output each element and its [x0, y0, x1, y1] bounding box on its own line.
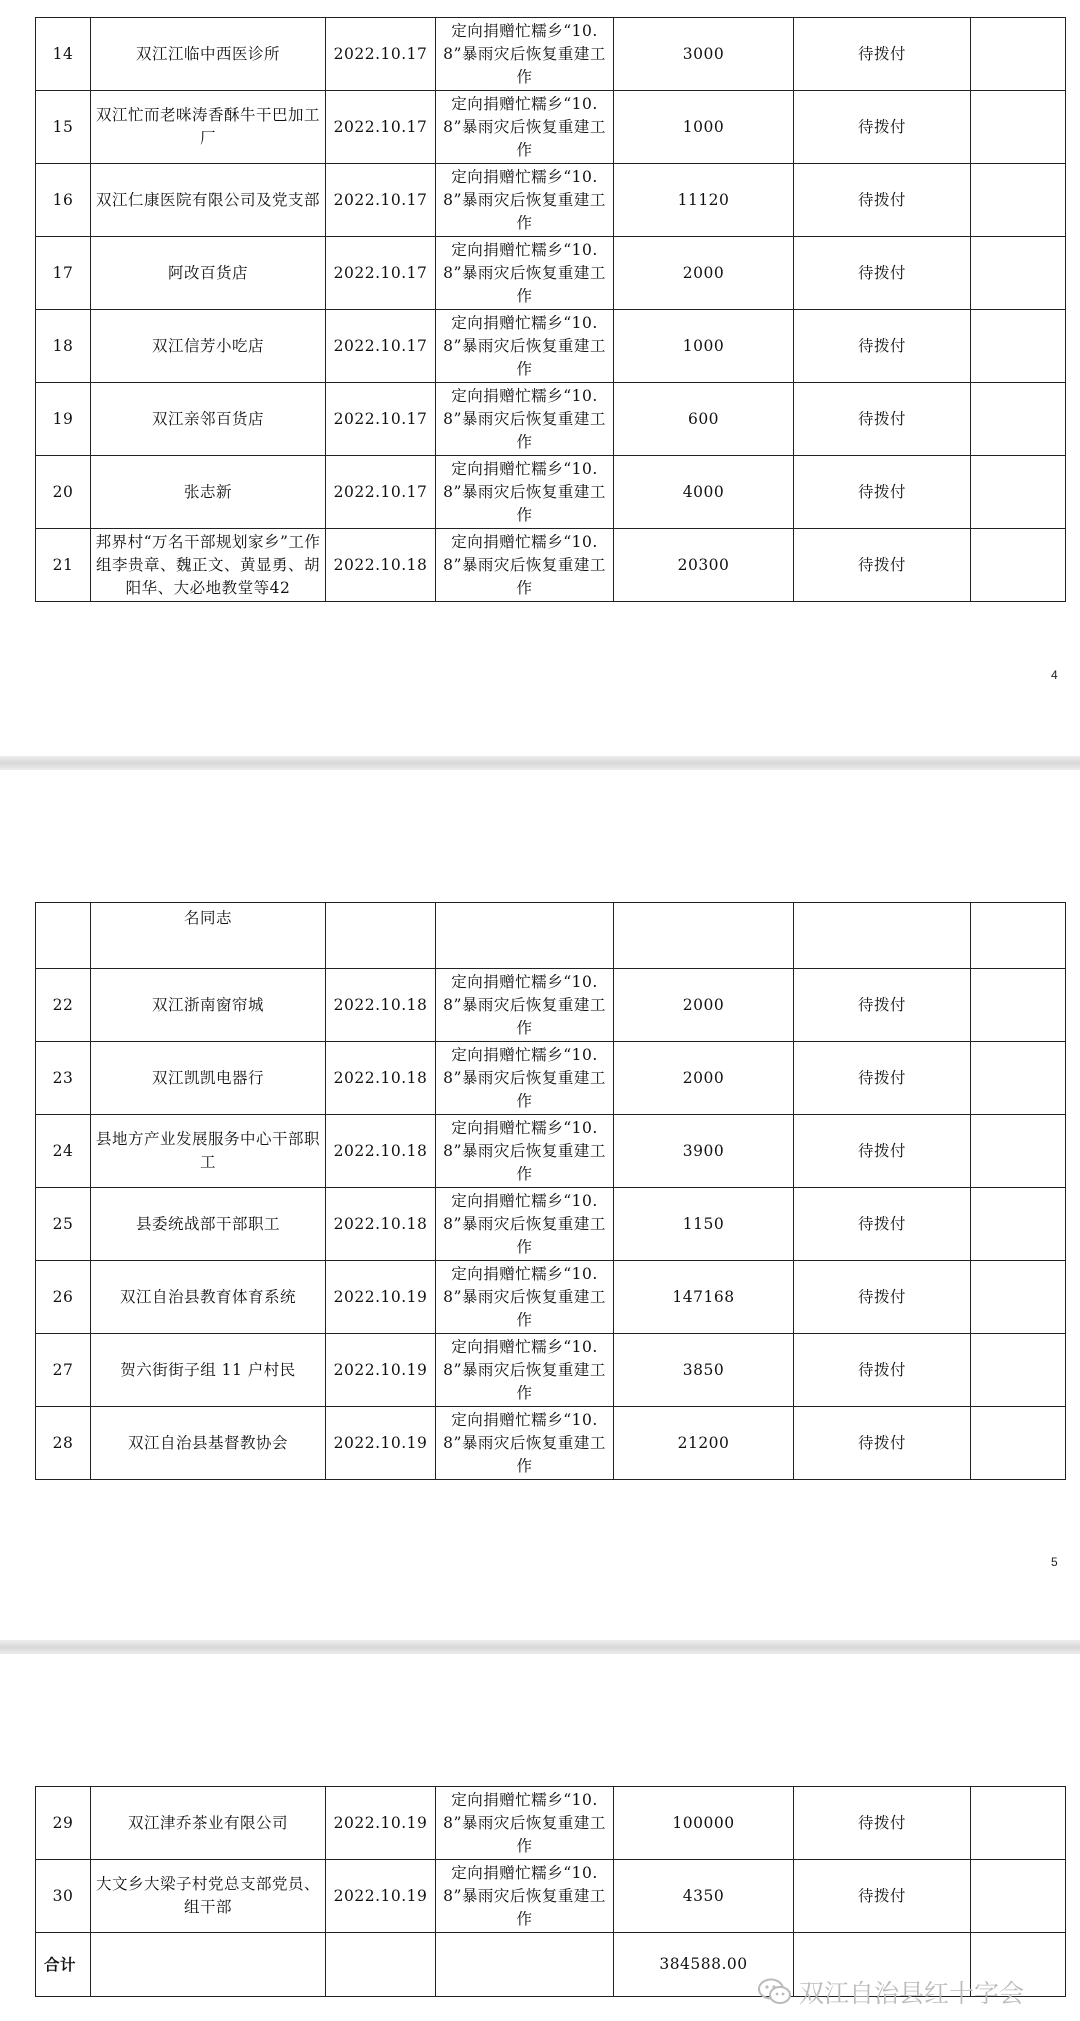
- table-row: [36, 18, 1066, 91]
- table-row: [36, 1115, 1066, 1188]
- cell-note: [971, 529, 1066, 602]
- cell-no: 19: [36, 383, 91, 456]
- cell-date: 2022.10.17: [326, 237, 436, 310]
- donation-table-page-5: [35, 902, 1066, 1480]
- cell-amount: [614, 903, 794, 969]
- cell-amount: 21200: [614, 1407, 794, 1480]
- cell-donor: 双江江临中西医诊所: [91, 18, 326, 91]
- cell-status: 待拨付: [794, 310, 971, 383]
- cell-status: [794, 903, 971, 969]
- cell-purpose: 定向捐赠忙糯乡“10.8”暴雨灾后恢复重建工作: [436, 91, 614, 164]
- cell-date: 2022.10.17: [326, 310, 436, 383]
- cell-purpose: 定向捐赠忙糯乡“10.8”暴雨灾后恢复重建工作: [436, 18, 614, 91]
- cell-amount: 3900: [614, 1115, 794, 1188]
- cell-no: 22: [36, 969, 91, 1042]
- table-row: [36, 1860, 1066, 1933]
- cell-no: 15: [36, 91, 91, 164]
- cell-purpose: 定向捐赠忙糯乡“10.8”暴雨灾后恢复重建工作: [436, 1261, 614, 1334]
- table-row: [36, 383, 1066, 456]
- wechat-icon: [757, 1977, 793, 2007]
- cell-status: 待拨付: [794, 383, 971, 456]
- table-row: [36, 310, 1066, 383]
- document-page-6: [0, 1654, 1080, 2021]
- cell-date: 2022.10.18: [326, 969, 436, 1042]
- cell-no: 27: [36, 1334, 91, 1407]
- cell-date: 2022.10.17: [326, 456, 436, 529]
- cell-no: 29: [36, 1787, 91, 1860]
- cell-note: [971, 164, 1066, 237]
- cell-donor: 阿改百货店: [91, 237, 326, 310]
- cell-no: 28: [36, 1407, 91, 1480]
- cell-donor: 双江自治县教育体育系统: [91, 1261, 326, 1334]
- cell-note: [971, 456, 1066, 529]
- cell-date: 2022.10.17: [326, 18, 436, 91]
- cell-amount: 1000: [614, 310, 794, 383]
- document-page-4: [0, 0, 1080, 756]
- cell-note: [971, 383, 1066, 456]
- cell-note: [971, 18, 1066, 91]
- cell-donor: 双江凯凯电器行: [91, 1042, 326, 1115]
- cell-status: 待拨付: [794, 1407, 971, 1480]
- cell-date: 2022.10.18: [326, 1042, 436, 1115]
- table-row: [36, 1261, 1066, 1334]
- cell-note: [971, 1787, 1066, 1860]
- watermark-text: 双江自治县红十字会: [799, 1979, 1025, 2008]
- cell-note: [971, 1188, 1066, 1261]
- cell-note: [971, 237, 1066, 310]
- cell-amount: 2000: [614, 237, 794, 310]
- cell-note: [971, 310, 1066, 383]
- donation-table-page-6: [35, 1786, 1066, 1997]
- table-row: [36, 1787, 1066, 1860]
- cell-date: [326, 903, 436, 969]
- cell-purpose: 定向捐赠忙糯乡“10.8”暴雨灾后恢复重建工作: [436, 456, 614, 529]
- table-row: [36, 164, 1066, 237]
- cell-no: 20: [36, 456, 91, 529]
- cell-date: 2022.10.18: [326, 1188, 436, 1261]
- cell-no: 14: [36, 18, 91, 91]
- cell-amount: 1000: [614, 91, 794, 164]
- table-row: [36, 237, 1066, 310]
- cell-purpose: 定向捐赠忙糯乡“10.8”暴雨灾后恢复重建工作: [436, 1860, 614, 1933]
- cell-status: 待拨付: [794, 529, 971, 602]
- cell-note: [971, 1115, 1066, 1188]
- cell-no: 18: [36, 310, 91, 383]
- table-row: [36, 529, 1066, 602]
- cell-status: 待拨付: [794, 1261, 971, 1334]
- cell-amount: 11120: [614, 164, 794, 237]
- cell-amount: 3850: [614, 1334, 794, 1407]
- cell-donor: 大文乡大梁子村党总支部党员、组干部: [91, 1860, 326, 1933]
- cell-donor: 邦界村“万名干部规划家乡”工作组李贵章、魏正文、黄显勇、胡阳华、大必地教堂等42: [91, 529, 326, 602]
- cell-no: 26: [36, 1261, 91, 1334]
- cell-date: 2022.10.19: [326, 1261, 436, 1334]
- cell-no: 17: [36, 237, 91, 310]
- cell-donor: 双江自治县基督教协会: [91, 1407, 326, 1480]
- table-row-continued: [36, 903, 1066, 969]
- cell-status: 待拨付: [794, 1787, 971, 1860]
- cell-date: [326, 1933, 436, 1997]
- cell-note: [971, 91, 1066, 164]
- cell-purpose: 定向捐赠忙糯乡“10.8”暴雨灾后恢复重建工作: [436, 1407, 614, 1480]
- watermark: [757, 1974, 1024, 2010]
- cell-no: 25: [36, 1188, 91, 1261]
- cell-amount: 1150: [614, 1188, 794, 1261]
- cell-amount: 100000: [614, 1787, 794, 1860]
- cell-date: 2022.10.17: [326, 91, 436, 164]
- cell-status: 待拨付: [794, 1334, 971, 1407]
- cell-purpose: 定向捐赠忙糯乡“10.8”暴雨灾后恢复重建工作: [436, 237, 614, 310]
- cell-no: 24: [36, 1115, 91, 1188]
- cell-status: 待拨付: [794, 1860, 971, 1933]
- cell-purpose: 定向捐赠忙糯乡“10.8”暴雨灾后恢复重建工作: [436, 1188, 614, 1261]
- cell-amount: 4350: [614, 1860, 794, 1933]
- cell-purpose: 定向捐赠忙糯乡“10.8”暴雨灾后恢复重建工作: [436, 1787, 614, 1860]
- cell-purpose: 定向捐赠忙糯乡“10.8”暴雨灾后恢复重建工作: [436, 1334, 614, 1407]
- cell-donor: 张志新: [91, 456, 326, 529]
- table-row: [36, 1188, 1066, 1261]
- cell-date: 2022.10.18: [326, 1115, 436, 1188]
- page-separator: [0, 756, 1080, 770]
- cell-note: [971, 1334, 1066, 1407]
- table-row: [36, 456, 1066, 529]
- cell-amount: 4000: [614, 456, 794, 529]
- table-row: [36, 91, 1066, 164]
- cell-no: 23: [36, 1042, 91, 1115]
- cell-date: 2022.10.19: [326, 1334, 436, 1407]
- cell-amount: 3000: [614, 18, 794, 91]
- table-row: [36, 1407, 1066, 1480]
- cell-purpose: 定向捐赠忙糯乡“10.8”暴雨灾后恢复重建工作: [436, 164, 614, 237]
- cell-amount: 600: [614, 383, 794, 456]
- page-separator: [0, 1640, 1080, 1654]
- cell-donor: 贺六街街子组 11 户村民: [91, 1334, 326, 1407]
- cell-donor: 双江浙南窗帘城: [91, 969, 326, 1042]
- cell-donor: 双江仁康医院有限公司及党支部: [91, 164, 326, 237]
- cell-note: [971, 903, 1066, 969]
- cell-status: 待拨付: [794, 91, 971, 164]
- cell-amount: 2000: [614, 969, 794, 1042]
- table-row: [36, 969, 1066, 1042]
- cell-no: 30: [36, 1860, 91, 1933]
- cell-status: 待拨付: [794, 456, 971, 529]
- cell-date: 2022.10.18: [326, 529, 436, 602]
- table-row: [36, 1042, 1066, 1115]
- cell-no: [36, 903, 91, 969]
- cell-status: 待拨付: [794, 1042, 971, 1115]
- cell-amount: 20300: [614, 529, 794, 602]
- page-number: 4: [1051, 668, 1058, 682]
- cell-donor: [91, 1933, 326, 1997]
- cell-purpose: [436, 1933, 614, 1997]
- cell-status: 待拨付: [794, 18, 971, 91]
- cell-status: 待拨付: [794, 237, 971, 310]
- cell-date: 2022.10.19: [326, 1860, 436, 1933]
- cell-purpose: 定向捐赠忙糯乡“10.8”暴雨灾后恢复重建工作: [436, 529, 614, 602]
- cell-date: 2022.10.19: [326, 1787, 436, 1860]
- cell-note: [971, 1261, 1066, 1334]
- cell-donor: 双江信芳小吃店: [91, 310, 326, 383]
- document-page-5: [0, 770, 1080, 1640]
- cell-note: [971, 1042, 1066, 1115]
- cell-purpose: 定向捐赠忙糯乡“10.8”暴雨灾后恢复重建工作: [436, 310, 614, 383]
- cell-donor: 县委统战部干部职工: [91, 1188, 326, 1261]
- donation-table-page-4: [35, 17, 1066, 602]
- cell-date: 2022.10.17: [326, 164, 436, 237]
- cell-donor: 双江忙而老咪涛香酥牛干巴加工厂: [91, 91, 326, 164]
- cell-purpose: 定向捐赠忙糯乡“10.8”暴雨灾后恢复重建工作: [436, 383, 614, 456]
- cell-donor: 双江亲邻百货店: [91, 383, 326, 456]
- cell-purpose: 定向捐赠忙糯乡“10.8”暴雨灾后恢复重建工作: [436, 969, 614, 1042]
- cell-status: 待拨付: [794, 1188, 971, 1261]
- table-row: [36, 1334, 1066, 1407]
- cell-status: 待拨付: [794, 1115, 971, 1188]
- cell-donor: 双江津乔茶业有限公司: [91, 1787, 326, 1860]
- cell-status: 待拨付: [794, 164, 971, 237]
- cell-donor-continued: 名同志: [91, 903, 326, 969]
- cell-donor: 县地方产业发展服务中心干部职工: [91, 1115, 326, 1188]
- cell-no: 21: [36, 529, 91, 602]
- total-label: 合计: [36, 1933, 91, 1997]
- total-amount: 384588.00: [614, 1933, 794, 1997]
- cell-status: 待拨付: [794, 969, 971, 1042]
- cell-note: [971, 1860, 1066, 1933]
- cell-note: [971, 1407, 1066, 1480]
- page-number: 5: [1051, 1555, 1058, 1569]
- cell-purpose: [436, 903, 614, 969]
- cell-purpose: 定向捐赠忙糯乡“10.8”暴雨灾后恢复重建工作: [436, 1115, 614, 1188]
- cell-note: [971, 969, 1066, 1042]
- cell-date: 2022.10.19: [326, 1407, 436, 1480]
- cell-purpose: 定向捐赠忙糯乡“10.8”暴雨灾后恢复重建工作: [436, 1042, 614, 1115]
- cell-amount: 147168: [614, 1261, 794, 1334]
- cell-amount: 2000: [614, 1042, 794, 1115]
- cell-date: 2022.10.17: [326, 383, 436, 456]
- cell-no: 16: [36, 164, 91, 237]
